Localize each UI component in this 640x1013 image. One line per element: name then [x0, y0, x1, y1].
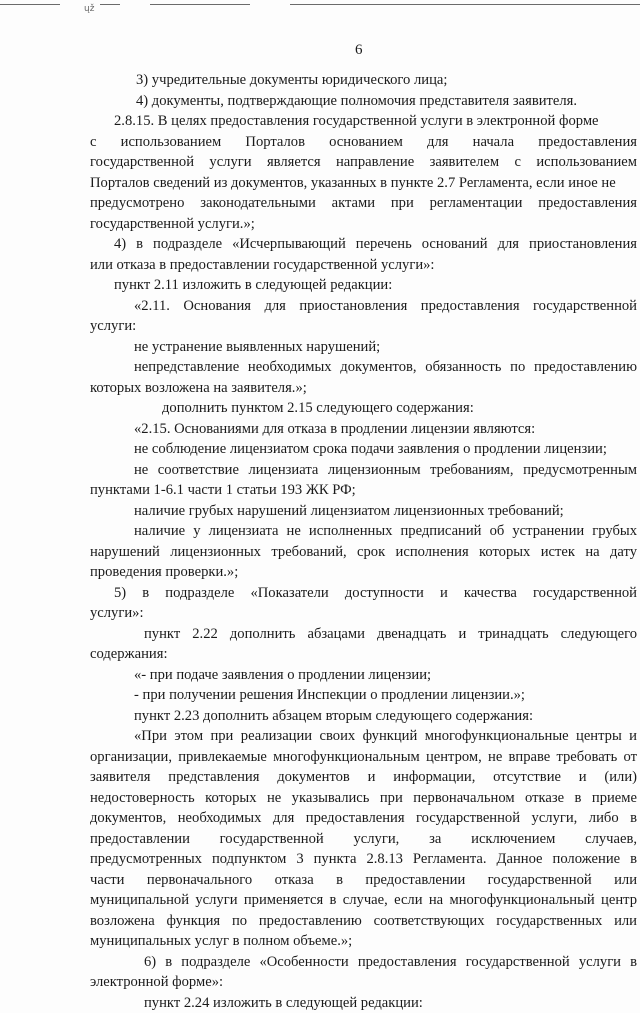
text-line: наличие грубых нарушений лицензиатом лицензионных требований; [134, 502, 564, 519]
scan-edge-line [290, 4, 640, 5]
text-line: дополнить пунктом 2.15 следующего содержания: [162, 400, 474, 416]
text-line: наличие у лицензиата не исполненных предписаний об устранении грубых [134, 523, 637, 539]
text-line: 6) в подразделе «Особенности предоставления государственной услуги в [144, 953, 637, 970]
text-line: организации, привлекаемые многофункциональным центром, не вправе требовать от [90, 748, 637, 765]
scan-edge-line [100, 4, 120, 5]
text-line: заявителя представления документов и информации, отсутствие и (или) [90, 769, 637, 785]
scan-edge-line [150, 4, 250, 5]
text-line: предусмотрено законодательными актами при регламентации предоставления [90, 195, 637, 211]
text-line: недостоверность которых не указывались при первоначальном отказе в приеме [90, 789, 637, 806]
text-line: «2.11. Основания для приостановления предоставления государственной [134, 297, 637, 314]
text-line: 3) учредительные документы юридического лица; [136, 72, 448, 88]
text-line: пункт 2.22 дополнить абзацами двенадцать и тринадцать следующего [144, 625, 637, 642]
text-line: пункт 2.24 изложить в следующей редакции: [144, 994, 423, 1011]
text-line: электронной форме»: [90, 974, 224, 990]
text-line: - при получении решения Инспекции о продлении лицензии.»; [134, 687, 525, 703]
text-line: предусмотренных подпунктом 3 пункта 2.8.13 Регламента. Данное положение в [90, 851, 637, 867]
text-line: 2.8.15. В целях предоставления государственной услуги в электронной форме [114, 113, 599, 129]
text-line: документов, необходимых для предоставления государственной услуги, либо в [90, 810, 637, 826]
text-line: содержания: [90, 646, 168, 662]
text-line: пунктами 1-6.1 части 1 статьи 193 ЖК РФ; [90, 482, 356, 498]
text-line: Порталов сведений из документов, указанных в пункте 2.7 Регламента, если иное не [90, 174, 616, 191]
text-line: «- при подаче заявления о продлении лицензии; [134, 666, 432, 683]
text-line: которых возложена на заявителя.»; [90, 379, 307, 396]
text-line: возложена функция по предоставлению соответствующих государственных или [90, 912, 637, 929]
text-line: пункт 2.11 изложить в следующей редакции: [114, 277, 393, 293]
text-line: или отказа в предоставлении государственной услуги»: [90, 256, 435, 273]
text-line: не соответствие лицензиата лицензионным требованиям, предусмотренным [134, 461, 637, 478]
scan-edge-line [0, 4, 60, 5]
text-line: муниципальной услуги применяется в случае, если на многофункциональный центр [90, 892, 637, 908]
text-line: государственной услуги является направление заявителем с использованием [90, 154, 637, 170]
text-line: не соблюдение лицензиатом срока подачи заявления о продлении лицензии; [134, 441, 607, 457]
text-line: муниципальных услуг в полном объеме.»; [90, 933, 353, 949]
text-line: нарушений лицензионных требований, срок исполнения которых истек на дату [90, 543, 637, 560]
text-line: части первоначального отказа в предоставлении государственной или [90, 871, 637, 888]
text-line: 5) в подразделе «Показатели доступности и качества государственной [114, 584, 637, 601]
text-line: 4) в подразделе «Исчерпывающий перечень оснований для приостановления [114, 236, 637, 252]
text-line: непредставление необходимых документов, обязанность по предоставлению [134, 359, 637, 375]
text-line: услуги: [90, 318, 137, 334]
text-line: «При этом при реализации своих функций многофункциональные центры и [134, 728, 637, 744]
text-line: пункт 2.23 дополнить абзацем вторым следующего содержания: [134, 707, 534, 724]
text-line: предоставлении государственной услуги, за исключением случаев, [90, 830, 637, 847]
page-number: 6 [355, 42, 363, 58]
text-line: с использованием Порталов основанием для начала предоставления [90, 133, 637, 150]
text-line: услуги»: [90, 605, 144, 621]
text-line: не устранение выявленных нарушений; [134, 338, 381, 355]
text-line: проведения проверки.»; [90, 564, 239, 580]
text-line: государственной услуги.»; [90, 215, 255, 232]
text-line: «2.15. Основаниями для отказа в продлении лицензии являются: [134, 420, 536, 437]
scan-mark: ųž [84, 4, 95, 14]
text-line: 4) документы, подтверждающие полномочия представителя заявителя. [136, 92, 578, 109]
